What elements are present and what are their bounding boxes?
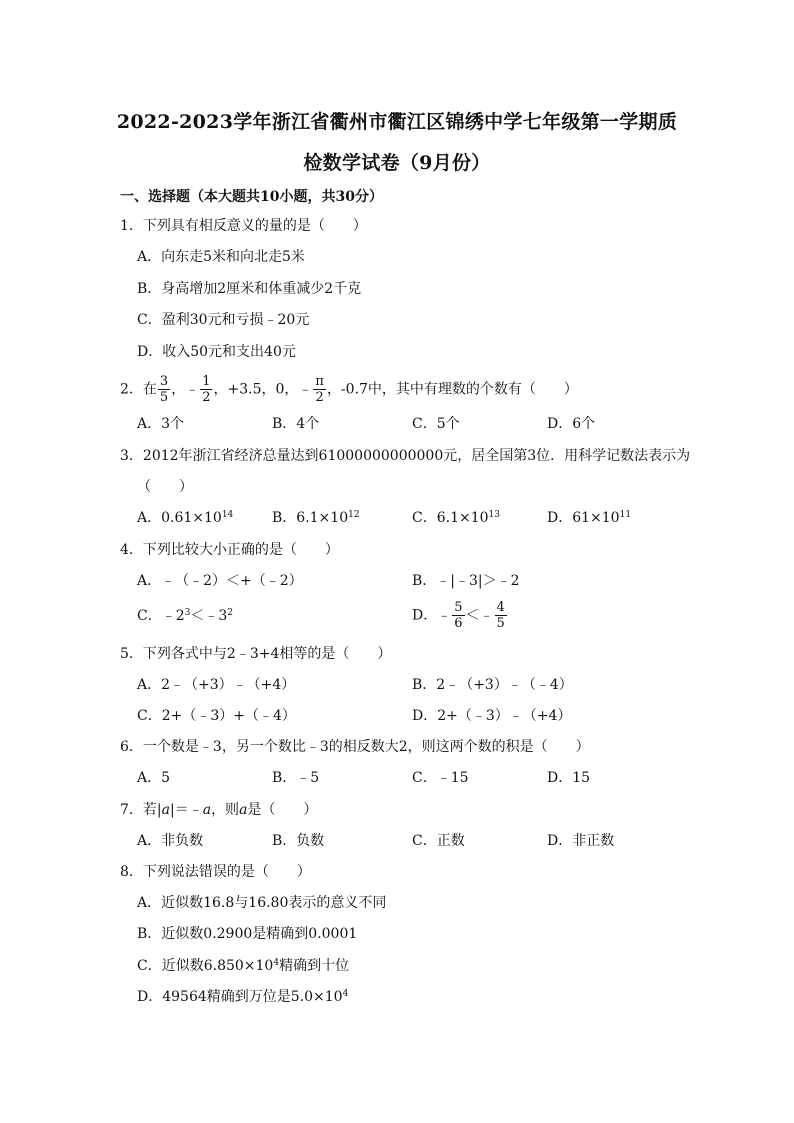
q2-option-c: C．5个 — [412, 416, 460, 432]
q1-option-c: C．盈利30元和亏损﹣20元 — [137, 312, 310, 328]
q3-option-c — [412, 508, 500, 528]
fraction-denominator: 2 — [315, 390, 324, 405]
q7-stem — [120, 800, 317, 820]
q3-stem-cont: （ ） — [137, 479, 193, 495]
variable-a: a — [161, 802, 170, 818]
fraction — [158, 374, 170, 405]
option-text: C．近似数6.850×10 — [137, 958, 274, 974]
fraction — [200, 374, 212, 405]
stem-text: |＝﹣ — [169, 802, 203, 818]
q2-sep: ，﹣ — [171, 381, 200, 398]
q5-option-a: A．2﹣（+3）﹣（+4） — [137, 677, 296, 693]
q3-option-a — [137, 508, 233, 528]
title-line-2: 检数学试卷（9月份） — [303, 152, 491, 174]
q7-option-a: A．非负数 — [137, 833, 204, 849]
option-text: ＜﹣ — [465, 607, 494, 624]
q6-option-d: D．15 — [547, 770, 591, 786]
exponent: 3 — [184, 608, 191, 618]
q5-stem: 5．下列各式中与2﹣3+4相等的是（ ） — [120, 646, 392, 662]
variable-a: a — [239, 802, 248, 818]
q8-option-a: A．近似数16.8与16.80表示的意义不同 — [137, 895, 387, 911]
q7-option-b: B．负数 — [272, 833, 325, 849]
q2-stem — [120, 374, 578, 405]
exponent: 2 — [227, 608, 234, 618]
q6-stem: 6．一个数是﹣3，另一个数比﹣3的相反数大2，则这两个数的积是（ ） — [120, 739, 590, 755]
q8-stem: 8．下列说法错误的是（ ） — [120, 864, 311, 880]
option-text: B．6.1×10 — [272, 510, 349, 526]
stem-text: 7．若| — [120, 802, 162, 818]
fraction — [495, 600, 507, 631]
fraction-numerator: 3 — [159, 374, 169, 389]
q2-prefix: 2．在 — [120, 381, 157, 398]
exponent: 11 — [619, 510, 632, 520]
q1-option-b: B．身高增加2厘米和体重减少2千克 — [137, 281, 362, 297]
exponent: 4 — [273, 958, 280, 968]
stem-text: ，则 — [211, 802, 240, 818]
option-text: C．6.1×10 — [412, 510, 489, 526]
q6-option-c: C．﹣15 — [412, 770, 469, 786]
q2-mid: ，+3.5，0，﹣ — [213, 381, 313, 398]
option-text: 精确到十位 — [279, 958, 350, 974]
q1-option-a: A．向东走5米和向北走5米 — [137, 249, 305, 265]
q4-option-c — [137, 606, 233, 626]
fraction-numerator: 4 — [496, 600, 505, 615]
q8-option-d — [137, 987, 348, 1007]
exponent: 14 — [221, 510, 234, 520]
fraction-denominator: 5 — [159, 390, 169, 405]
fraction — [313, 374, 326, 405]
fraction-numerator: 5 — [454, 600, 463, 615]
option-text: A．0.61×10 — [137, 510, 222, 526]
q3-option-b — [272, 508, 360, 528]
q4-stem: 4．下列比较大小正确的是（ ） — [120, 542, 339, 558]
q5-option-c: C．2+（﹣3）+（﹣4） — [137, 708, 296, 724]
q1-stem: 1．下列具有相反意义的量的是（ ） — [120, 218, 367, 234]
q6-option-b: B．﹣5 — [272, 770, 320, 786]
q3-stem: 3．2012年浙江省经济总量达到61000000000000元，居全国第3位．用科学记数法表示为 — [120, 448, 691, 464]
q5-option-d: D．2+（﹣3）﹣（+4） — [412, 708, 572, 724]
q2-suffix: ，-0.7中，其中有理数的个数有（ ） — [326, 381, 578, 398]
title-line-1: 2022-2023学年浙江省衢州市衢江区锦绣中学七年级第一学期质 — [116, 111, 678, 133]
section-heading: 一、选择题（本大题共10小题，共30分） — [120, 189, 383, 205]
option-text: D．49564精确到万位是5.0×10 — [137, 989, 343, 1005]
option-text: D．﹣ — [412, 607, 452, 624]
q4-option-d — [412, 600, 508, 631]
option-text: C．﹣2 — [137, 608, 185, 624]
q2-option-d: D．6个 — [547, 416, 596, 432]
q7-option-c: C．正数 — [412, 833, 465, 849]
q5-option-b: B．2﹣（+3）﹣（﹣4） — [412, 677, 573, 693]
q8-option-c — [137, 956, 349, 976]
q2-option-b: B．4个 — [272, 416, 320, 432]
q1-option-d: D．收入50元和支出40元 — [137, 344, 296, 360]
fraction — [452, 600, 464, 631]
q7-option-d: D．非正数 — [547, 833, 615, 849]
exponent: 12 — [348, 510, 360, 520]
option-text: ＜﹣3 — [190, 608, 228, 624]
q3-option-d — [547, 508, 631, 528]
q2-option-a: A．3个 — [137, 416, 185, 432]
q6-option-a: A．5 — [137, 770, 171, 786]
fraction-denominator: 5 — [496, 616, 505, 631]
exponent: 4 — [342, 989, 349, 999]
fraction-denominator: 6 — [454, 616, 463, 631]
q8-option-b: B．近似数0.2900是精确到0.0001 — [137, 926, 358, 942]
variable-a: a — [202, 802, 212, 818]
stem-text: 是（ ） — [247, 802, 318, 818]
exponent: 13 — [488, 510, 500, 520]
q4-option-b: B．﹣|﹣3|＞﹣2 — [412, 573, 520, 589]
fraction-numerator: π — [315, 374, 324, 389]
q4-option-a: A．﹣（﹣2）＜+（﹣2） — [137, 573, 303, 589]
fraction-numerator: 1 — [202, 374, 211, 389]
fraction-denominator: 2 — [202, 390, 211, 405]
option-text: D．61×10 — [547, 510, 620, 526]
